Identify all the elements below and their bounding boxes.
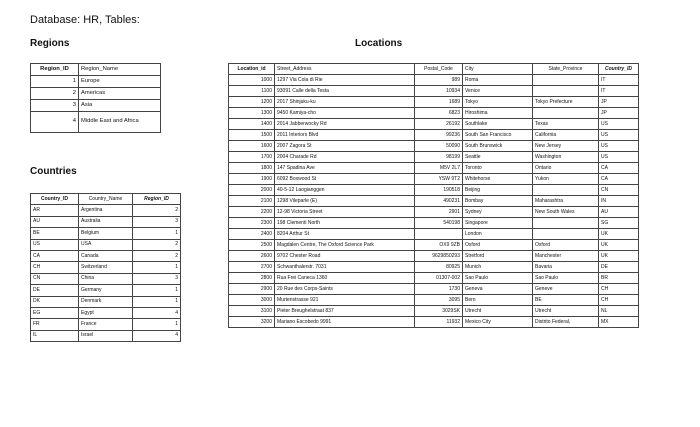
table-cell: 2000: [229, 185, 275, 196]
table-cell: 2007 Zagora St: [275, 141, 415, 152]
table-cell: 1297 Via Cola di Rie: [275, 75, 415, 86]
table-row: [229, 86, 639, 97]
table-cell: DK: [31, 296, 79, 307]
table-cell: Stretford: [463, 251, 533, 262]
table-cell: 2901: [415, 207, 463, 218]
table-cell: CA: [31, 250, 79, 261]
table-cell: France: [79, 319, 133, 330]
table-cell: 10934: [415, 86, 463, 97]
table-cell: 98199: [415, 152, 463, 163]
table-cell: CH: [31, 262, 79, 273]
table-cell: Whitehorse: [463, 174, 533, 185]
table-row: [229, 240, 639, 251]
table-cell: Texas: [533, 119, 599, 130]
table-cell: 989: [415, 75, 463, 86]
table-cell: 3: [133, 273, 181, 284]
table-cell: 9450 Kamiya-cho: [275, 108, 415, 119]
table-cell: 1689: [415, 97, 463, 108]
table-cell: [533, 86, 599, 97]
table-cell: 540198: [415, 218, 463, 229]
table-cell: 1200: [229, 97, 275, 108]
table-cell: Israel: [79, 330, 133, 341]
table-cell: Bombay: [463, 196, 533, 207]
table-cell: 1600: [229, 141, 275, 152]
countries-table: [30, 193, 181, 342]
table-row: [31, 273, 181, 284]
table-cell: 1: [133, 319, 181, 330]
table-cell: JP: [599, 108, 639, 119]
table-cell: 4: [133, 307, 181, 318]
table-cell: AU: [31, 216, 79, 227]
table-cell: 01307-002: [415, 273, 463, 284]
table-cell: DE: [31, 285, 79, 296]
table-row: [31, 112, 161, 133]
table-row: [229, 295, 639, 306]
table-cell: DE: [599, 262, 639, 273]
table-cell: [533, 108, 599, 119]
table-cell: 1700: [229, 152, 275, 163]
table-cell: Distrito Federal,: [533, 317, 599, 328]
table-cell: 1800: [229, 163, 275, 174]
table-cell: Middle East and Africa: [79, 112, 161, 133]
table-cell: Europe: [79, 76, 161, 88]
table-cell: Sao Paulo: [533, 273, 599, 284]
table-cell: Roma: [463, 75, 533, 86]
table-cell: 80925: [415, 262, 463, 273]
table-cell: CH: [599, 284, 639, 295]
table-cell: Maharashtra: [533, 196, 599, 207]
table-cell: CA: [599, 163, 639, 174]
table-cell: Geneva: [463, 284, 533, 295]
table-row: [229, 141, 639, 152]
table-header-row: [31, 64, 161, 76]
table-row: [31, 216, 181, 227]
table-row: [229, 163, 639, 174]
table-cell: M5V 2L7: [415, 163, 463, 174]
countries-title: Countries: [30, 166, 77, 177]
table-cell: Singapore: [463, 218, 533, 229]
table-cell: IT: [599, 86, 639, 97]
table-cell: 2400: [229, 229, 275, 240]
database-header: Database: HR, Tables:: [30, 14, 140, 26]
table-cell: BE: [31, 228, 79, 239]
table-cell: 99236: [415, 130, 463, 141]
column-header: Region_Name: [79, 64, 161, 76]
table-cell: SG: [599, 218, 639, 229]
table-cell: CN: [31, 273, 79, 284]
table-cell: New South Wales: [533, 207, 599, 218]
table-row: [229, 306, 639, 317]
table-cell: USA: [79, 239, 133, 250]
table-cell: Argentina: [79, 205, 133, 216]
table-cell: 2: [133, 205, 181, 216]
table-row: [31, 76, 161, 88]
table-cell: 9702 Chester Road: [275, 251, 415, 262]
table-cell: 2100: [229, 196, 275, 207]
table-cell: JP: [599, 97, 639, 108]
table-row: [229, 273, 639, 284]
table-cell: 20 Rue des Corps-Saints: [275, 284, 415, 295]
table-row: [31, 262, 181, 273]
table-row: [31, 250, 181, 261]
table-header-row: [229, 64, 639, 75]
table-cell: 1730: [415, 284, 463, 295]
table-cell: 147 Spadina Ave: [275, 163, 415, 174]
table-row: [229, 262, 639, 273]
table-cell: [533, 218, 599, 229]
table-cell: US: [599, 130, 639, 141]
table-cell: Mariano Escobedo 9991: [275, 317, 415, 328]
table-row: [229, 284, 639, 295]
table-row: [31, 239, 181, 250]
table-row: [31, 319, 181, 330]
column-header: Country_ID: [599, 64, 639, 75]
table-cell: South San Francisco: [463, 130, 533, 141]
table-cell: 2900: [229, 284, 275, 295]
table-row: [31, 228, 181, 239]
table-cell: Germany: [79, 285, 133, 296]
table-cell: California: [533, 130, 599, 141]
table-cell: UK: [599, 229, 639, 240]
table-row: [229, 196, 639, 207]
table-cell: Pieter Breughelstraat 837: [275, 306, 415, 317]
table-cell: Utrecht: [533, 306, 599, 317]
table-cell: Beijing: [463, 185, 533, 196]
table-cell: 1300: [229, 108, 275, 119]
table-cell: YSW 9T2: [415, 174, 463, 185]
table-cell: 2200: [229, 207, 275, 218]
table-cell: 2014 Jabberwocky Rd: [275, 119, 415, 130]
table-cell: US: [599, 119, 639, 130]
table-row: [229, 75, 639, 86]
table-cell: 1900: [229, 174, 275, 185]
column-header: Street_Address: [275, 64, 415, 75]
table-row: [229, 207, 639, 218]
table-cell: US: [31, 239, 79, 250]
table-cell: 40-5-12 Laogianggen: [275, 185, 415, 196]
table-cell: Toronto: [463, 163, 533, 174]
table-cell: 8204 Arthur St: [275, 229, 415, 240]
table-cell: Mexico City: [463, 317, 533, 328]
table-cell: 1500: [229, 130, 275, 141]
table-cell: Tokyo: [463, 97, 533, 108]
table-cell: NL: [599, 306, 639, 317]
table-cell: 26192: [415, 119, 463, 130]
table-cell: 2011 Interiors Blvd: [275, 130, 415, 141]
table-cell: 3100: [229, 306, 275, 317]
table-row: [229, 119, 639, 130]
table-cell: Schwanthalerstr. 7031: [275, 262, 415, 273]
table-cell: 2: [31, 88, 79, 100]
column-header: Location_id: [229, 64, 275, 75]
table-cell: BR: [599, 273, 639, 284]
table-cell: IT: [599, 75, 639, 86]
table-cell: Rua Frei Caneca 1360: [275, 273, 415, 284]
table-cell: 490231: [415, 196, 463, 207]
table-cell: 2004 Charade Rd: [275, 152, 415, 163]
table-cell: 190518: [415, 185, 463, 196]
table-row: [31, 330, 181, 341]
table-row: [229, 97, 639, 108]
table-cell: Canada: [79, 250, 133, 261]
table-cell: 2700: [229, 262, 275, 273]
table-row: [229, 229, 639, 240]
table-cell: BE: [533, 295, 599, 306]
table-cell: 1: [133, 296, 181, 307]
table-cell: 2: [133, 239, 181, 250]
table-row: [229, 174, 639, 185]
table-cell: Magdalen Centre, The Oxford Science Park: [275, 240, 415, 251]
table-cell: Oxford: [533, 240, 599, 251]
table-cell: 2017 Shinjuku-ku: [275, 97, 415, 108]
table-cell: 1: [133, 228, 181, 239]
table-cell: UK: [599, 240, 639, 251]
table-cell: CN: [599, 185, 639, 196]
table-cell: 3095: [415, 295, 463, 306]
table-cell: IL: [31, 330, 79, 341]
table-cell: 1: [133, 285, 181, 296]
table-cell: Denmark: [79, 296, 133, 307]
table-cell: Venice: [463, 86, 533, 97]
table-cell: 3000: [229, 295, 275, 306]
locations-title: Locations: [355, 38, 403, 49]
table-cell: CA: [599, 174, 639, 185]
regions-table: [30, 63, 161, 133]
table-cell: Munich: [463, 262, 533, 273]
column-header: State_Province: [533, 64, 599, 75]
table-cell: 2600: [229, 251, 275, 262]
table-cell: Seattle: [463, 152, 533, 163]
table-cell: US: [599, 141, 639, 152]
table-cell: Tokyo Prefecture: [533, 97, 599, 108]
table-cell: [415, 229, 463, 240]
table-cell: 9629850293: [415, 251, 463, 262]
table-cell: AU: [599, 207, 639, 218]
table-cell: Bern: [463, 295, 533, 306]
table-cell: UK: [599, 251, 639, 262]
column-header: Postal_Code: [415, 64, 463, 75]
table-cell: Ontario: [533, 163, 599, 174]
table-cell: 1400: [229, 119, 275, 130]
table-cell: Belgium: [79, 228, 133, 239]
table-cell: South Brunswick: [463, 141, 533, 152]
table-cell: 4: [31, 112, 79, 133]
table-cell: Manchester: [533, 251, 599, 262]
table-cell: 6092 Boxwood St: [275, 174, 415, 185]
table-cell: 3029SK: [415, 306, 463, 317]
table-cell: 2300: [229, 218, 275, 229]
table-cell: 1298 Vileparle (E): [275, 196, 415, 207]
table-cell: [533, 229, 599, 240]
table-cell: 1: [31, 76, 79, 88]
table-cell: Oxford: [463, 240, 533, 251]
table-cell: 11932: [415, 317, 463, 328]
table-cell: Southlake: [463, 119, 533, 130]
table-cell: Egypt: [79, 307, 133, 318]
table-cell: OX9 9ZB: [415, 240, 463, 251]
table-cell: 3: [31, 100, 79, 112]
locations-table: [228, 63, 639, 328]
table-cell: China: [79, 273, 133, 284]
column-header: Country_Name: [79, 194, 133, 205]
table-row: [229, 185, 639, 196]
table-cell: Bavaria: [533, 262, 599, 273]
table-cell: Asia: [79, 100, 161, 112]
table-cell: [533, 185, 599, 196]
table-cell: EG: [31, 307, 79, 318]
table-cell: AR: [31, 205, 79, 216]
column-header: Region_ID: [133, 194, 181, 205]
table-cell: London: [463, 229, 533, 240]
table-cell: 3200: [229, 317, 275, 328]
column-header: Country_ID: [31, 194, 79, 205]
table-cell: Yukon: [533, 174, 599, 185]
table-cell: 2500: [229, 240, 275, 251]
table-cell: Hiroshima: [463, 108, 533, 119]
column-header: City: [463, 64, 533, 75]
table-row: [31, 100, 161, 112]
table-row: [229, 152, 639, 163]
table-cell: Switzerland: [79, 262, 133, 273]
table-row: [229, 218, 639, 229]
table-cell: Geneve: [533, 284, 599, 295]
table-row: [31, 296, 181, 307]
table-row: [31, 88, 161, 100]
table-cell: 4: [133, 330, 181, 341]
table-row: [31, 307, 181, 318]
table-row: [31, 205, 181, 216]
table-cell: IN: [599, 196, 639, 207]
table-cell: MX: [599, 317, 639, 328]
table-cell: 2800: [229, 273, 275, 284]
table-cell: FR: [31, 319, 79, 330]
table-cell: 1000: [229, 75, 275, 86]
table-cell: 1: [133, 262, 181, 273]
table-cell: Sydney: [463, 207, 533, 218]
table-cell: 3: [133, 216, 181, 227]
table-cell: Washington: [533, 152, 599, 163]
table-row: [31, 285, 181, 296]
table-cell: New Jersey: [533, 141, 599, 152]
table-cell: 1100: [229, 86, 275, 97]
table-row: [229, 317, 639, 328]
column-header: Region_ID: [31, 64, 79, 76]
table-cell: 2: [133, 250, 181, 261]
table-cell: Australia: [79, 216, 133, 227]
table-cell: Utrecht: [463, 306, 533, 317]
table-cell: Murtenstrasse 921: [275, 295, 415, 306]
table-row: [229, 251, 639, 262]
table-cell: 198 Clementi North: [275, 218, 415, 229]
table-cell: CH: [599, 295, 639, 306]
table-cell: 12-98 Victoria Street: [275, 207, 415, 218]
table-cell: 50090: [415, 141, 463, 152]
table-cell: Sao Paulo: [463, 273, 533, 284]
regions-title: Regions: [30, 38, 70, 49]
table-row: [229, 108, 639, 119]
table-cell: 6823: [415, 108, 463, 119]
table-cell: 93091 Calle della Testa: [275, 86, 415, 97]
table-row: [229, 130, 639, 141]
table-header-row: [31, 194, 181, 205]
table-cell: [533, 75, 599, 86]
table-cell: Americas: [79, 88, 161, 100]
table-cell: US: [599, 152, 639, 163]
